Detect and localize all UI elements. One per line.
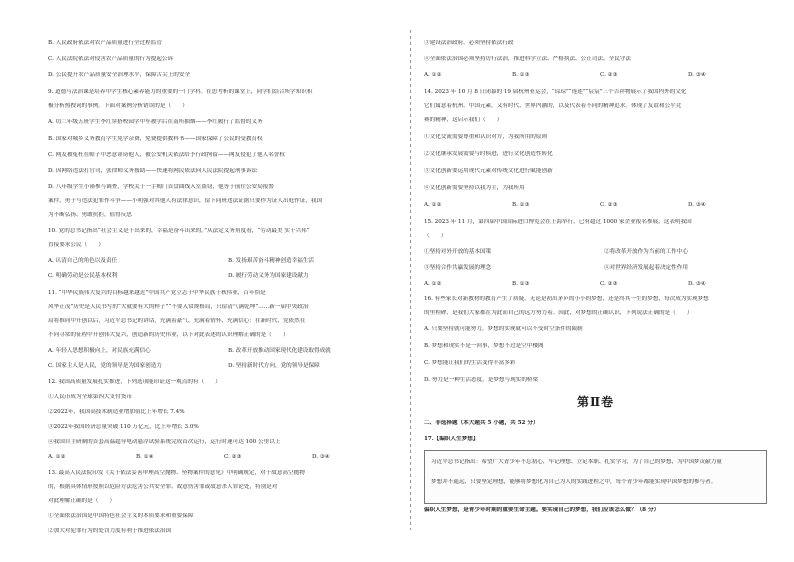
part-two-heading: 二、非选择题（本大题共 5 小题，共 52 分） [424, 420, 539, 426]
q14-item-2: ②文化继承发展需要与时俱进，进行文化创造性转化 [424, 151, 553, 157]
q16-stem: 16. 有些家长对新教材的教育产生了质疑。无论是初出茅庐的小小的梦想，还是终其一生的梦想，每次成为实现梦想 [424, 296, 709, 302]
q14-item-1: ①文化交流需要尊重和认识对方，为我所用的原则 [424, 134, 548, 140]
q16-stem-2: 的里程碑，是我们大家都在为此而自己的远方努力着。因此，对梦想的正确认识，下列说法正确的是（ ） [424, 310, 693, 316]
q13-item-2: ②加大对犯罪行为的处罚力度有利于推进依法治国 [48, 528, 172, 534]
q13-choice-a: A. ①② [424, 72, 442, 78]
q13-item-1: ①全面依法治国是中国特色社会主义的本质要求和重要保障 [48, 513, 194, 519]
q12-choice-d: D. ③④ [312, 454, 330, 460]
q13-choice-d: D. ③④ [688, 72, 706, 78]
q15-stem-2: （ ） [424, 233, 447, 239]
q17-material-line-2: 梦想并不遥远，只要坚定理想，能够将梦想化为自己为人的实践进程之中，每个青少年都能实现中国梦想的参与者。 [431, 479, 717, 485]
q13-stem-3: 对此理解正确的是（ ） [48, 498, 116, 504]
q13-choice-b: B. ①③ [512, 72, 530, 78]
q10-option-b: B. 发扬艰苦奋斗精神创造幸福生活 [228, 258, 314, 264]
q14-stem: 14. 2023 年 10 月 8 日闭幕的 19 届杭州亚运会，“琮琮”“莲莲”“宸宸”三个吉祥物展示了我国内外的文化 [424, 89, 687, 95]
q17-title: 17.【编织人生梦想】 [424, 436, 479, 442]
q9-option-a: A. 切二年级五班学生李红穿搭校园学中车被学后在南所抽烟——李红履行了监督的义务 [48, 119, 263, 125]
q12-item-4: ④我国自主研制的首套高温超导电动悬浮试验系统完成首次运行，运行时速可达 100 公里以上 [48, 439, 281, 445]
q12-choice-b: B. ①④ [136, 454, 154, 460]
q10-stem: 10. 党的总书记指出“社会主义是干出来的，幸福是奋斗出来的。”从法定义务角度看，“劳动最美 实干兴邦” [48, 228, 310, 234]
q11-option-d: D. 坚持新时代方向，党的领导是保障 [228, 363, 320, 369]
q12-choice-a: A. ①② [48, 454, 66, 460]
q15-choice-d: D. ③④ [688, 281, 706, 287]
q9-option-c: C. 网友被冤枉在帖子中恶意诽谤他人，被公安机关依法给予行政拘留——网友侵犯了他人名誉权 [48, 152, 285, 158]
q13-item-3: ③建设法治政府，必须坚持依法行政 [424, 40, 514, 46]
section-title: 第Ⅱ卷 [576, 395, 615, 409]
q15-item-2: ②将改革开放作为当前的工作中心 [604, 249, 688, 255]
q11-stem-3: 局将推同中开创以后，习近平总书记的讲话，充满着豪气、充满着情怀、充满信心：在新时代，党依然在 [48, 318, 306, 324]
q11-option-b: B. 改革开放推动国家现代化建设取得成就 [228, 348, 331, 354]
q9-option-d-cont-3: 为不断弘扬、勇敢抗拒，值得反思 [48, 212, 132, 218]
q12-stem: 12. 我国高质量发展扎实推进，下列选项能印证这一观点的有（ ） [48, 379, 221, 385]
q12-item-2: ②2022年，我国高技术制造业增加值比上年增长 7.4% [48, 409, 185, 415]
q9-option-b: B. 国家对城乡义务教育学生免学杂费，免费提供教科书——国家保障了公民的受教育权 [48, 136, 263, 142]
q15-choice-c: C. ②③ [600, 281, 618, 287]
q12-item-1: ①人民币成为全球第四大支付货币 [48, 394, 132, 400]
q9-stem-2: 极分析热搜词的事例。下面对案例分析错误的是（ ） [48, 103, 188, 109]
q16-option-d: D. 努力是一种生活态度，是梦想与现实的桥梁 [424, 377, 539, 383]
q13-stem-2: 的，根据具体情形按照以危险方法危害公共安全罪、故意伤害罪或故意杀人罪论处，特别是对 [48, 484, 278, 490]
q10-stem-2: 直接要求公民（ ） [48, 242, 104, 248]
q11-stem: 11. “中华民族伟大复兴的目标越来越近”中国共产党立志于中华民族千秋伟业，百年恰是 [48, 290, 266, 296]
q13-choice-c: C. ②③ [600, 72, 618, 78]
q8-option-d: D. 公民提升农产品质量安全治理水平，保障舌尖上的安全 [48, 72, 191, 78]
q15-item-3: ③坚持合作共赢发展的理念 [424, 265, 492, 271]
q9-option-d: D. 因网络违法打官司，张律师义务援助——快速将网民依法向人民法院提起刑事诉讼 [48, 168, 258, 174]
q15-stem: 15. 2023 年 11 月，第四届中国国际进口博览会在上海举行，已有超过 1000 家企业报名参展。这表明我国 [424, 219, 692, 225]
q11-stem-4: 不同寻常的征程中开创伟大复兴，创造新的历史伟业，以下对此表述的认识理解正确的是（ ） [48, 332, 289, 338]
q14-item-4: ④文化创新需要坚持以我为主，为我所用 [424, 185, 525, 191]
q15-choice-b: B. ①③ [512, 281, 530, 287]
q14-stem-2: 它们寓意着杭州、中国元素，又有时代、世界内涵的，以及代表着不同的精神追求。体现了友谊和公平竞 [424, 103, 682, 109]
q16-option-c: C. 梦想能让我们的生活变得丰富多彩 [424, 360, 516, 366]
q10-option-a: A. 认清自己的角色以及责任 [48, 258, 118, 264]
q12-item-3: ③2022年我国经济总量突破 110 万亿元，比上年增长 3.0% [48, 424, 199, 430]
q15-choice-a: A. ①② [424, 281, 442, 287]
q13-stem: 13. 最高人民法院印发《关于依法妥善审理高空抛物、坠物案件的意见》中明确规定，对于故意高空抛物 [48, 470, 305, 476]
q9-option-d-cont: D. 八年级学生小谨参与调查，学校关于一手购门首盘曲线入室盗窃，他等于前往公安局报警 [48, 184, 274, 190]
column-divider [410, 30, 411, 530]
q12-choice-c: C. ②③ [224, 454, 242, 460]
q17-question: 偏织人生梦想，是青少年时期的重要生命主题。要实现自己的梦想，我们应该怎么做？（8 分） [424, 507, 660, 513]
q16-option-b: B. 梦想和现实不是一回事，梦想不过是空中楼阁 [424, 343, 544, 349]
q14-stem-3: 赛的精神，这启示我们（ ） [424, 117, 503, 123]
q16-option-a: A. 只要坚持就可能努力，梦想的实现就可以不受时空条件的限制 [424, 326, 583, 332]
q14-choice-b: B. ①③ [512, 202, 530, 208]
q11-option-c: C. 国家主人是人民，党的领导是为国家创造力 [48, 363, 162, 369]
q11-stem-2: 风华正茂”历史是人民书写的“大就要有大的样子”“不要入常规格局，只留清气满乾坤”……新一届中央政治 [48, 304, 309, 310]
q14-choice-c: C. ②③ [600, 202, 618, 208]
q11-option-a: A. 年轻人思想积极向上，对民族充满信心 [48, 348, 151, 354]
q17-material-line-1: 习近平总书记指出：希望广大青少年不忘初心，牢记理想、立足本职、扎实学习，为了自己的梦想，为中国梦贡献力量 [431, 459, 722, 465]
q8-option-b: B. 人民政府依法对农产品质量进行全过程监管 [48, 40, 162, 46]
q17-material-box [424, 450, 767, 504]
q10-option-d: D. 履行劳动义务为国家建设献力 [228, 273, 309, 279]
q10-option-c: C. 明确劳动是公民基本权利 [48, 273, 118, 279]
q9-option-d-cont-2: 案件，勇于与违法犯罪作斗争——小明强对其他人有法律意识，留下同班违法证据只要作为证人出庭作证，我国 [48, 198, 323, 204]
q13-item-4: ④全面依法治国必须坚持厉行法治，推进科学立法、严格执法、公正司法、全民守法 [424, 56, 631, 62]
q8-option-c: C. 人民法院依法对侵害农产品质量的行为提起公诉 [48, 56, 174, 62]
q14-item-3: ③文化创新要运用现代元素对传统文化进行赋能创新 [424, 168, 553, 174]
q15-item-4: ④对世界经济发展起着决定性作用 [604, 265, 688, 271]
q14-choice-a: A. ①② [424, 202, 442, 208]
q9-stem: 9. 道德与法治课是培养中学生核心素养能力的重要的一门学科。在思考析的课堂上，同学们结合所学知识积 [48, 89, 313, 95]
q15-item-1: ①坚持对外开放的基本国策 [424, 249, 492, 255]
q14-choice-d: D. ③④ [688, 202, 706, 208]
